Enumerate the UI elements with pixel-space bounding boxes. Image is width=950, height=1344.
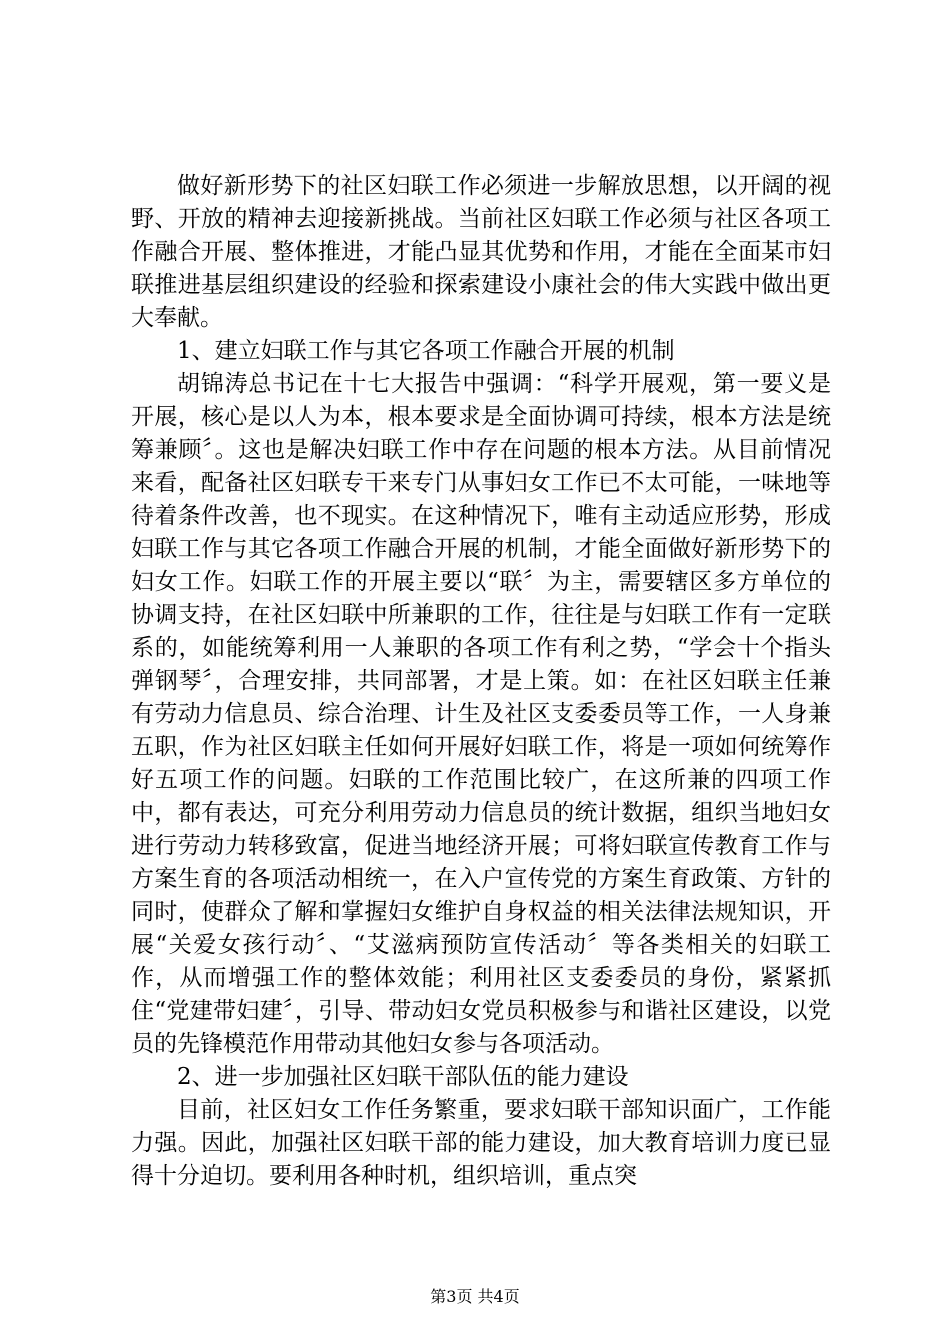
- section-heading-2: 2、进一步加强社区妇联干部队伍的能力建设: [177, 1064, 629, 1090]
- paragraph-intro: 做好新形势下的社区妇联工作必须进一步解放思想，以开阔的视野、开放的精神去迎接新挑战。当前社区妇联工作必须与社区各项工作融合开展、整体推进，才能凸显其优势和作用，才能在全面某市妇联推进基层组织建设的经验和探索建设小康社会的伟大实践中做出更大奉献。: [131, 173, 831, 331]
- body-text: [131, 170, 831, 1193]
- section-heading-1: 1、建立妇联工作与其它各项工作融合开展的机制: [177, 338, 675, 364]
- paragraph-section-2: 目前，社区妇女工作任务繁重，要求妇联干部知识面广，工作能力强。因此，加强社区妇联干部的能力建设，加大教育培训力度已显得十分迫切。要利用各种时机，组织培训，重点突: [131, 1097, 831, 1189]
- paragraph-section-1: 胡锦涛总书记在十七大报告中强调：“科学开展观，第一要义是开展，核心是以人为本，根本要求是全面协调可持续，根本方法是统筹兼顾〞。这也是解决妇联工作中存在问题的根本方法。从目前情况来看，配备社区妇联专干来专门从事妇女工作已不太可能，一味地等待着条件改善，也不现实。在这种情况下，唯有主动适应形势，形成妇联工作与其它各项工作融合开展的机制，才能全面做好新形势下的妇女工作。妇联工作的开展主要以“联〞为主，需要辖区多方单位的协调支持，在社区妇联中所兼职的工作，往往是与妇联工作有一定联系的，如能统筹利用一人兼职的各项工作有利之势，“学会十个指头弹钢琴〞，合理安排，共同部署，才是上策。如：在社区妇联主任兼有劳动力信息员、综合治理、计生及社区支委委员等工作，一人身兼五职，作为社区妇联主任如何开展好妇联工作，将是一项如何统筹作好五项工作的问题。妇联的工作范围比较广，在这所兼的四项工作中，都有表达，可充分利用劳动力信息员的统计数据，组织当地妇女进行劳动力转移致富，促进当地经济开展；可将妇联宣传教育工作与方案生育的各项活动相统一，在入户宣传党的方案生育政策、方针的同时，使群众了解和掌握妇女维护自身权益的相关法律法规知识，开展“关爱女孩行动〞、“艾滋病预防宣传活动〞等各类相关的妇联工作，从而增强工作的整体效能；利用社区支委委员的身份，紧紧抓住“党建带妇建〞，引导、带动妇女党员积极参与和谐社区建设，以党员的先锋模范作用带动其他妇女参与各项活动。: [131, 371, 831, 1057]
- page-number-footer: 第3页 共4页: [430, 1287, 520, 1306]
